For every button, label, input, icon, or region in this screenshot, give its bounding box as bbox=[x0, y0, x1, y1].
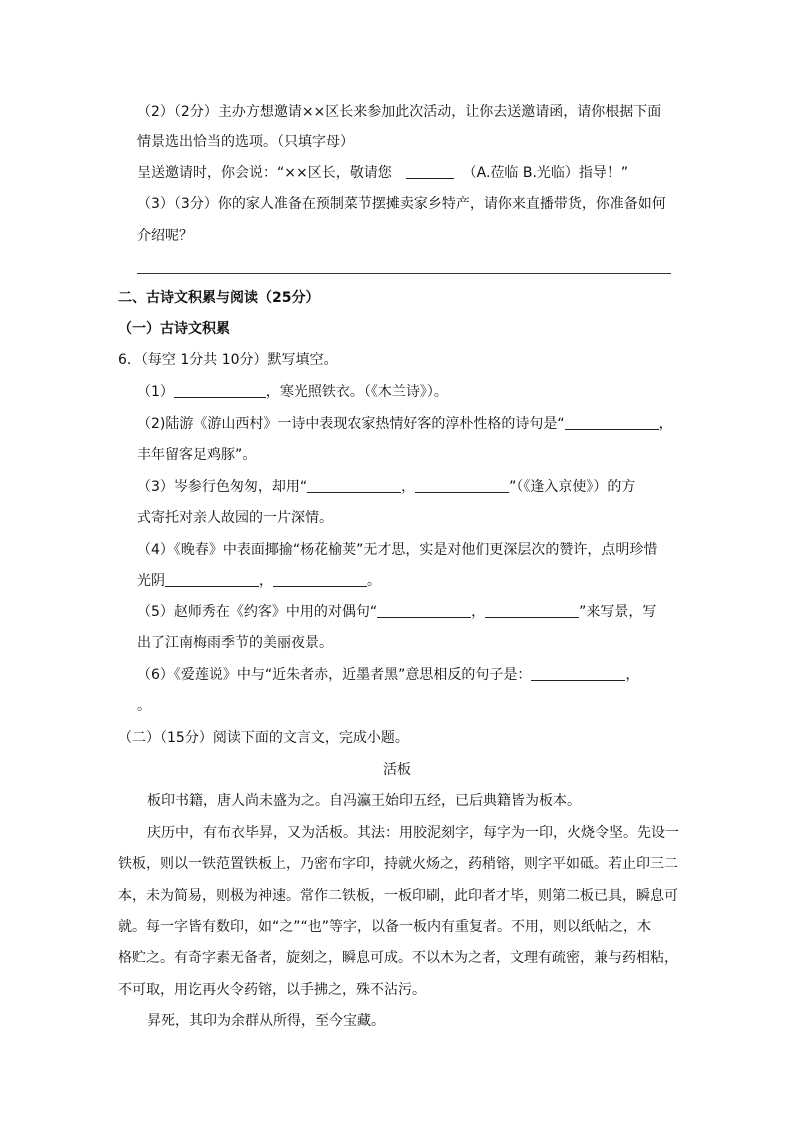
q6-item6-line1 bbox=[137, 664, 639, 686]
q6-item5-line2: 出了江南梅雨季节的美丽夜景。 bbox=[137, 635, 333, 651]
q6-item4-line2 bbox=[137, 570, 381, 592]
q5-invite-line bbox=[137, 162, 628, 184]
passage-para3: 昇死，其印为余群从所得，至今宝藏。 bbox=[147, 1013, 385, 1029]
q6-blank1[interactable] bbox=[174, 383, 266, 398]
section-heading: 二、古诗文积累与阅读（25分） bbox=[118, 290, 320, 306]
q6-item5-comma: ， bbox=[471, 604, 486, 620]
q6-item5-text-c: ”来写景，写 bbox=[579, 604, 657, 620]
q6-item6-line2: 。 bbox=[137, 698, 151, 714]
q6-blank3a[interactable] bbox=[307, 478, 401, 493]
q6-item4-period: 。 bbox=[367, 573, 381, 589]
q6-blank4a[interactable] bbox=[165, 572, 259, 587]
q6-item2-text: （2)陆游《游山西村》一诗中表现农家热情好客的淳朴性格的诗句是“ bbox=[137, 416, 565, 432]
q6-item5-text-a: （5）赵师秀在《约客》中用的对偶句“ bbox=[137, 604, 378, 620]
subsection-heading: （一）古诗文积累 bbox=[118, 321, 230, 337]
q6-item6-comma: ， bbox=[625, 667, 640, 683]
q6-item3-text-a: （3）岑参行色匆匆，却用“ bbox=[137, 479, 308, 495]
invite-text-b: （A.莅临 B.光临）指导！” bbox=[462, 165, 629, 181]
q6-item1-num: （1） bbox=[137, 384, 174, 400]
q6-item3-line2: 式寄托对亲人故园的一片深情。 bbox=[137, 510, 333, 526]
q6-item2-comma: ， bbox=[658, 416, 673, 432]
q6-item4-comma: ， bbox=[259, 573, 273, 589]
passage-para2-line: 就。每一字皆有数印，如“之”“也”等字，以备一板内有重复者。不用，则以纸帖之，木 bbox=[118, 919, 652, 935]
q6-item4-line1: （4）《晚春》中表面揶揄“杨花榆荚”无才思，实是对他们更深层次的赞许，点明珍惜 bbox=[137, 542, 658, 558]
q5-part2-line2: 情景选出恰当的选项。（只填字母） bbox=[137, 134, 354, 150]
q6-blank2[interactable] bbox=[565, 415, 659, 430]
q6-item3-comma: ， bbox=[401, 479, 416, 495]
q6-item5-line1 bbox=[137, 601, 656, 623]
answer-line[interactable] bbox=[137, 273, 671, 274]
q5-part2-line1: （2）（2分）主办方想邀请××区长来参加此次活动，让你去送邀请函，请你根据下面 bbox=[137, 104, 662, 120]
q5-part3-line1: （3）（3分）你的家人准备在预制菜节摆摊卖家乡特产，请你来直播带货，你准备如何 bbox=[137, 196, 666, 212]
passage-para2-line: 格贮之。有奇字素无备者，旋刻之，瞬息可成。不以木为之者，文理有疏密，兼与药相粘， bbox=[118, 950, 678, 966]
q6-item1 bbox=[137, 381, 448, 403]
passage-para2-line: 不可取，用讫再火令药镕，以手拂之，殊不沾污。 bbox=[118, 982, 426, 998]
passage-para1: 板印书籍，唐人尚未盛为之。自冯瀛王始印五经，已后典籍皆为板本。 bbox=[147, 793, 581, 809]
q6-item6-text: （6）《爱莲说》中与“近朱者赤，近墨者黑”意思相反的句子是： bbox=[137, 667, 532, 683]
passage-para2-line: 本，未为简易，则极为神速。常作二铁板，一板印刷，此印者才毕，则第二板已具，瞬息可 bbox=[118, 888, 678, 904]
q6-blank6[interactable] bbox=[531, 666, 625, 681]
q6-stem: 6．（每空 1分共 10分）默写填空。 bbox=[118, 352, 338, 368]
passage-para2-line: 庆历中，有布衣毕昇，又为活板。其法：用胶泥刻字，每字为一印，火烧令坚。先设一 bbox=[147, 825, 679, 841]
q6-blank3b[interactable] bbox=[415, 478, 509, 493]
passage-para2-line: 铁板，则以一铁范置铁板上，乃密布字印，持就火炀之，药稍镕，则字平如砥。若止印三二 bbox=[118, 856, 678, 872]
q6-item4-text-a: 光阴 bbox=[137, 573, 165, 589]
passage-title: 活板 bbox=[383, 762, 411, 778]
part2-intro: （二）（15分）阅读下面的文言文，完成小题。 bbox=[118, 730, 409, 746]
q6-blank5b[interactable] bbox=[485, 603, 579, 618]
q6-item3-line1 bbox=[137, 476, 635, 498]
q5-part3-line2: 介绍呢？ bbox=[137, 228, 193, 244]
q6-blank4b[interactable] bbox=[273, 572, 367, 587]
invite-blank[interactable] bbox=[406, 164, 454, 179]
q6-blank5a[interactable] bbox=[377, 603, 471, 618]
q6-item2-line1 bbox=[137, 413, 673, 435]
q6-item1-text: ，寒光照铁衣。（《木兰诗》）。 bbox=[265, 384, 448, 400]
q6-item3-text-c: ”（《逢入京使》）的方 bbox=[509, 479, 636, 495]
q6-item2-line2: 丰年留客足鸡豚”。 bbox=[137, 447, 257, 463]
invite-text-a: 呈送邀请时，你会说：“××区长，敬请您 bbox=[137, 165, 392, 181]
